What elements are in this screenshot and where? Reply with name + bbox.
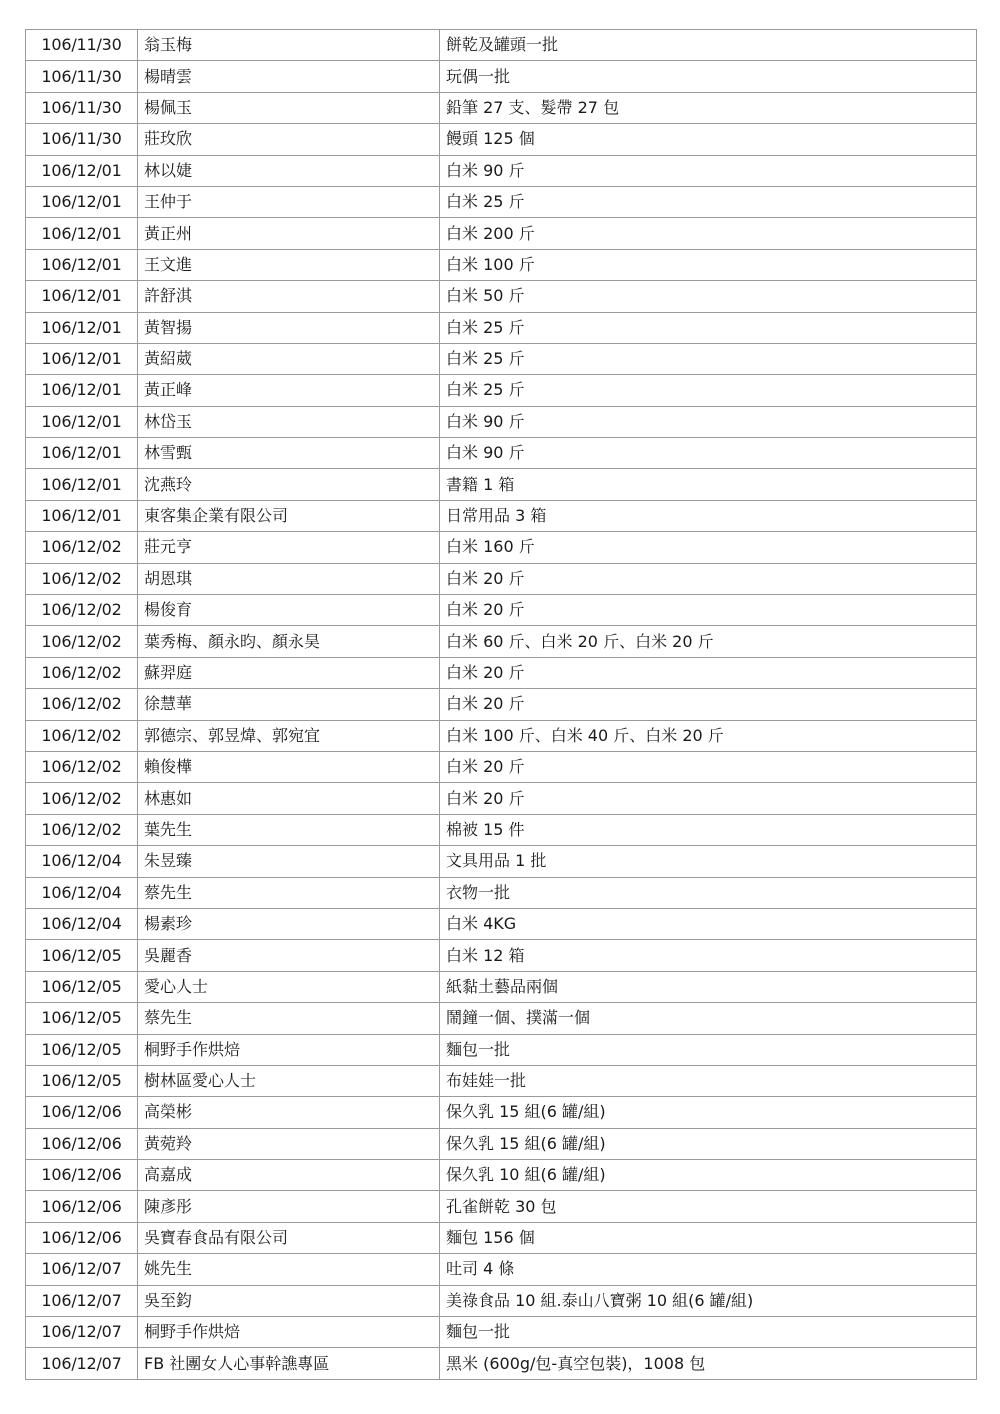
- table-row: [26, 1254, 977, 1285]
- date-cell: 106/12/05: [26, 940, 138, 971]
- item-cell: 白米 100 斤、白米 40 斤、白米 20 斤: [440, 720, 977, 751]
- donor-cell: 姚先生: [138, 1254, 440, 1285]
- table-row: [26, 657, 977, 688]
- item-cell: 白米 25 斤: [440, 186, 977, 217]
- date-cell: 106/12/05: [26, 1034, 138, 1065]
- item-cell: 鬧鐘一個、撲滿一個: [440, 1003, 977, 1034]
- table-row: [26, 908, 977, 939]
- date-cell: 106/12/01: [26, 375, 138, 406]
- donor-cell: 賴俊樺: [138, 751, 440, 782]
- donor-cell: 愛心人士: [138, 971, 440, 1002]
- table-row: [26, 61, 977, 92]
- date-cell: 106/12/01: [26, 281, 138, 312]
- table-row: [26, 626, 977, 657]
- table-row: [26, 186, 977, 217]
- item-cell: 餅乾及罐頭一批: [440, 30, 977, 61]
- table-row: [26, 877, 977, 908]
- date-cell: 106/11/30: [26, 124, 138, 155]
- donation-table-body: [26, 30, 977, 1380]
- date-cell: 106/12/06: [26, 1097, 138, 1128]
- donor-cell: 楊俊育: [138, 595, 440, 626]
- table-row: [26, 563, 977, 594]
- date-cell: 106/12/04: [26, 908, 138, 939]
- date-cell: 106/11/30: [26, 92, 138, 123]
- donor-cell: 樹林區愛心人士: [138, 1065, 440, 1096]
- donor-cell: 林岱玉: [138, 406, 440, 437]
- date-cell: 106/12/07: [26, 1348, 138, 1379]
- donor-cell: 林雪甄: [138, 438, 440, 469]
- table-row: [26, 1128, 977, 1159]
- donor-cell: 朱昱臻: [138, 846, 440, 877]
- item-cell: 布娃娃一批: [440, 1065, 977, 1096]
- table-row: [26, 971, 977, 1002]
- table-row: [26, 343, 977, 374]
- date-cell: 106/12/02: [26, 626, 138, 657]
- date-cell: 106/12/02: [26, 783, 138, 814]
- item-cell: 白米 60 斤、白米 20 斤、白米 20 斤: [440, 626, 977, 657]
- donor-cell: 黃正峰: [138, 375, 440, 406]
- table-row: [26, 249, 977, 280]
- donor-cell: 高嘉成: [138, 1160, 440, 1191]
- item-cell: 麵包 156 個: [440, 1222, 977, 1253]
- item-cell: 衣物一批: [440, 877, 977, 908]
- table-row: [26, 751, 977, 782]
- item-cell: 白米 12 箱: [440, 940, 977, 971]
- table-row: [26, 30, 977, 61]
- donor-cell: 葉先生: [138, 814, 440, 845]
- table-row: [26, 720, 977, 751]
- donor-cell: 王文進: [138, 249, 440, 280]
- date-cell: 106/12/06: [26, 1160, 138, 1191]
- date-cell: 106/12/05: [26, 971, 138, 1002]
- date-cell: 106/12/01: [26, 500, 138, 531]
- item-cell: 白米 200 斤: [440, 218, 977, 249]
- date-cell: 106/12/02: [26, 563, 138, 594]
- table-row: [26, 312, 977, 343]
- donor-cell: 桐野手作烘焙: [138, 1317, 440, 1348]
- date-cell: 106/12/04: [26, 877, 138, 908]
- date-cell: 106/12/07: [26, 1285, 138, 1316]
- item-cell: 白米 25 斤: [440, 375, 977, 406]
- table-row: [26, 1222, 977, 1253]
- donor-cell: 楊佩玉: [138, 92, 440, 123]
- table-row: [26, 469, 977, 500]
- date-cell: 106/12/01: [26, 249, 138, 280]
- donor-cell: 王仲于: [138, 186, 440, 217]
- date-cell: 106/12/05: [26, 1065, 138, 1096]
- item-cell: 黑米 (600g/包-真空包裝)，1008 包: [440, 1348, 977, 1379]
- donor-cell: 翁玉梅: [138, 30, 440, 61]
- donor-cell: 蔡先生: [138, 877, 440, 908]
- date-cell: 106/12/02: [26, 595, 138, 626]
- date-cell: 106/12/01: [26, 406, 138, 437]
- table-row: [26, 1034, 977, 1065]
- table-row: [26, 689, 977, 720]
- item-cell: 白米 50 斤: [440, 281, 977, 312]
- item-cell: 白米 20 斤: [440, 751, 977, 782]
- date-cell: 106/12/02: [26, 720, 138, 751]
- donor-cell: 郭德宗、郭昱煒、郭宛宜: [138, 720, 440, 751]
- donor-cell: 東客集企業有限公司: [138, 500, 440, 531]
- date-cell: 106/11/30: [26, 30, 138, 61]
- item-cell: 玩偶一批: [440, 61, 977, 92]
- table-row: [26, 124, 977, 155]
- table-row: [26, 940, 977, 971]
- date-cell: 106/12/05: [26, 1003, 138, 1034]
- item-cell: 吐司 4 條: [440, 1254, 977, 1285]
- date-cell: 106/12/02: [26, 689, 138, 720]
- donor-cell: 高榮彬: [138, 1097, 440, 1128]
- date-cell: 106/12/02: [26, 532, 138, 563]
- table-row: [26, 783, 977, 814]
- table-row: [26, 1317, 977, 1348]
- item-cell: 白米 20 斤: [440, 689, 977, 720]
- donor-cell: 黃智揚: [138, 312, 440, 343]
- donor-cell: 黃紹葳: [138, 343, 440, 374]
- table-row: [26, 1285, 977, 1316]
- date-cell: 106/12/01: [26, 438, 138, 469]
- item-cell: 孔雀餅乾 30 包: [440, 1191, 977, 1222]
- date-cell: 106/12/07: [26, 1317, 138, 1348]
- date-cell: 106/12/04: [26, 846, 138, 877]
- item-cell: 日常用品 3 箱: [440, 500, 977, 531]
- item-cell: 白米 20 斤: [440, 563, 977, 594]
- date-cell: 106/12/06: [26, 1191, 138, 1222]
- date-cell: 106/12/02: [26, 751, 138, 782]
- table-row: [26, 1191, 977, 1222]
- date-cell: 106/12/01: [26, 343, 138, 374]
- item-cell: 白米 100 斤: [440, 249, 977, 280]
- item-cell: 麵包一批: [440, 1034, 977, 1065]
- date-cell: 106/12/01: [26, 312, 138, 343]
- donor-cell: 胡恩琪: [138, 563, 440, 594]
- donor-cell: 黃正州: [138, 218, 440, 249]
- table-row: [26, 1348, 977, 1379]
- donor-cell: 吳寶春食品有限公司: [138, 1222, 440, 1253]
- date-cell: 106/12/01: [26, 469, 138, 500]
- item-cell: 美祿食品 10 組.泰山八寶粥 10 組(6 罐/組): [440, 1285, 977, 1316]
- item-cell: 文具用品 1 批: [440, 846, 977, 877]
- item-cell: 白米 25 斤: [440, 312, 977, 343]
- item-cell: 白米 4KG: [440, 908, 977, 939]
- donor-cell: 葉秀梅、顏永昀、顏永昊: [138, 626, 440, 657]
- donor-cell: 黃菀羚: [138, 1128, 440, 1159]
- table-row: [26, 595, 977, 626]
- donation-table: [25, 29, 977, 1380]
- table-row: [26, 438, 977, 469]
- date-cell: 106/12/02: [26, 814, 138, 845]
- item-cell: 饅頭 125 個: [440, 124, 977, 155]
- date-cell: 106/11/30: [26, 61, 138, 92]
- item-cell: 白米 90 斤: [440, 438, 977, 469]
- donor-cell: 林以婕: [138, 155, 440, 186]
- donor-cell: FB 社團女人心事幹譙專區: [138, 1348, 440, 1379]
- date-cell: 106/12/01: [26, 155, 138, 186]
- item-cell: 保久乳 15 組(6 罐/組): [440, 1128, 977, 1159]
- item-cell: 白米 160 斤: [440, 532, 977, 563]
- table-row: [26, 1160, 977, 1191]
- donor-cell: 許舒淇: [138, 281, 440, 312]
- item-cell: 保久乳 10 組(6 罐/組): [440, 1160, 977, 1191]
- table-row: [26, 92, 977, 123]
- item-cell: 白米 90 斤: [440, 155, 977, 186]
- item-cell: 鉛筆 27 支、髮帶 27 包: [440, 92, 977, 123]
- item-cell: 紙黏土藝品兩個: [440, 971, 977, 1002]
- donor-cell: 蔡先生: [138, 1003, 440, 1034]
- date-cell: 106/12/06: [26, 1222, 138, 1253]
- donor-cell: 徐慧華: [138, 689, 440, 720]
- donor-cell: 莊元亨: [138, 532, 440, 563]
- donor-cell: 吳至鈞: [138, 1285, 440, 1316]
- donor-cell: 林惠如: [138, 783, 440, 814]
- table-row: [26, 155, 977, 186]
- donor-cell: 楊晴雲: [138, 61, 440, 92]
- item-cell: 白米 20 斤: [440, 657, 977, 688]
- donor-cell: 沈燕玲: [138, 469, 440, 500]
- donor-cell: 桐野手作烘焙: [138, 1034, 440, 1065]
- item-cell: 白米 25 斤: [440, 343, 977, 374]
- table-row: [26, 532, 977, 563]
- item-cell: 白米 20 斤: [440, 783, 977, 814]
- table-row: [26, 406, 977, 437]
- donor-cell: 莊玫欣: [138, 124, 440, 155]
- table-row: [26, 218, 977, 249]
- table-row: [26, 281, 977, 312]
- date-cell: 106/12/07: [26, 1254, 138, 1285]
- date-cell: 106/12/01: [26, 186, 138, 217]
- item-cell: 棉被 15 件: [440, 814, 977, 845]
- date-cell: 106/12/06: [26, 1128, 138, 1159]
- table-row: [26, 500, 977, 531]
- table-row: [26, 1097, 977, 1128]
- table-row: [26, 814, 977, 845]
- table-row: [26, 1003, 977, 1034]
- item-cell: 書籍 1 箱: [440, 469, 977, 500]
- date-cell: 106/12/02: [26, 657, 138, 688]
- table-row: [26, 846, 977, 877]
- item-cell: 麵包一批: [440, 1317, 977, 1348]
- item-cell: 保久乳 15 組(6 罐/組): [440, 1097, 977, 1128]
- donor-cell: 吳麗香: [138, 940, 440, 971]
- date-cell: 106/12/01: [26, 218, 138, 249]
- donor-cell: 楊素珍: [138, 908, 440, 939]
- table-row: [26, 375, 977, 406]
- item-cell: 白米 20 斤: [440, 595, 977, 626]
- donor-cell: 陳彥彤: [138, 1191, 440, 1222]
- item-cell: 白米 90 斤: [440, 406, 977, 437]
- table-row: [26, 1065, 977, 1096]
- donor-cell: 蘇羿庭: [138, 657, 440, 688]
